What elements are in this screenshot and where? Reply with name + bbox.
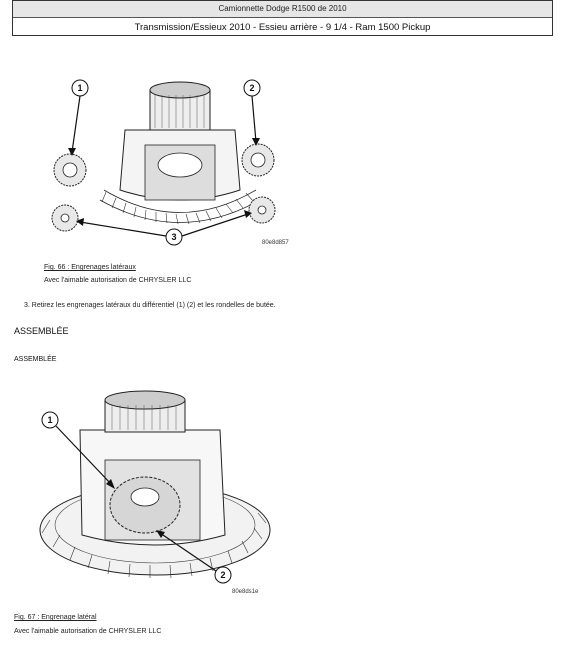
- figure-67-illustration: [20, 385, 280, 600]
- side-gears-drawing: [40, 70, 300, 260]
- side-gear-left: [54, 154, 86, 186]
- vehicle-title: Camionnette Dodge R1500 de 2010: [13, 1, 552, 18]
- subsection-title: ASSEMBLÉE: [14, 356, 57, 363]
- side-gear-drawing: [20, 385, 280, 600]
- side-gear: [110, 477, 180, 533]
- callout-3: 3: [171, 232, 177, 242]
- document-header: [12, 0, 553, 36]
- figure-code: 80e8ds1e: [232, 589, 259, 595]
- callout-1: 1: [47, 415, 53, 425]
- section-path: Transmission/Essieux 2010 - Essieu arrière - 9 1/4 - Ram 1500 Pickup: [134, 22, 431, 33]
- thrust-washer-left: [52, 205, 78, 231]
- callout-1: 1: [77, 83, 83, 93]
- callout-2: 2: [220, 570, 226, 580]
- callout-2: 2: [249, 83, 255, 93]
- thrust-washer-right: [249, 197, 275, 223]
- figure-66-credit: Avec l'aimable autorisation de CHRYSLER LLC: [44, 277, 192, 284]
- figure-67-title: Fig. 67 : Engrenage latéral: [14, 614, 97, 621]
- step-3-instruction: 3. Retirez les engrenages latéraux du différentiel (1) (2) et les rondelles de butée.: [24, 302, 276, 309]
- side-gear-right: [242, 144, 274, 176]
- figure-66-illustration: [40, 70, 300, 260]
- figure-66-title: Fig. 66 : Engrenages latéraux: [44, 264, 136, 271]
- figure-67-credit: Avec l'aimable autorisation de CHRYSLER LLC: [14, 628, 162, 635]
- figure-code: 80e8d857: [262, 240, 289, 246]
- section-title: ASSEMBLÉE: [14, 326, 69, 336]
